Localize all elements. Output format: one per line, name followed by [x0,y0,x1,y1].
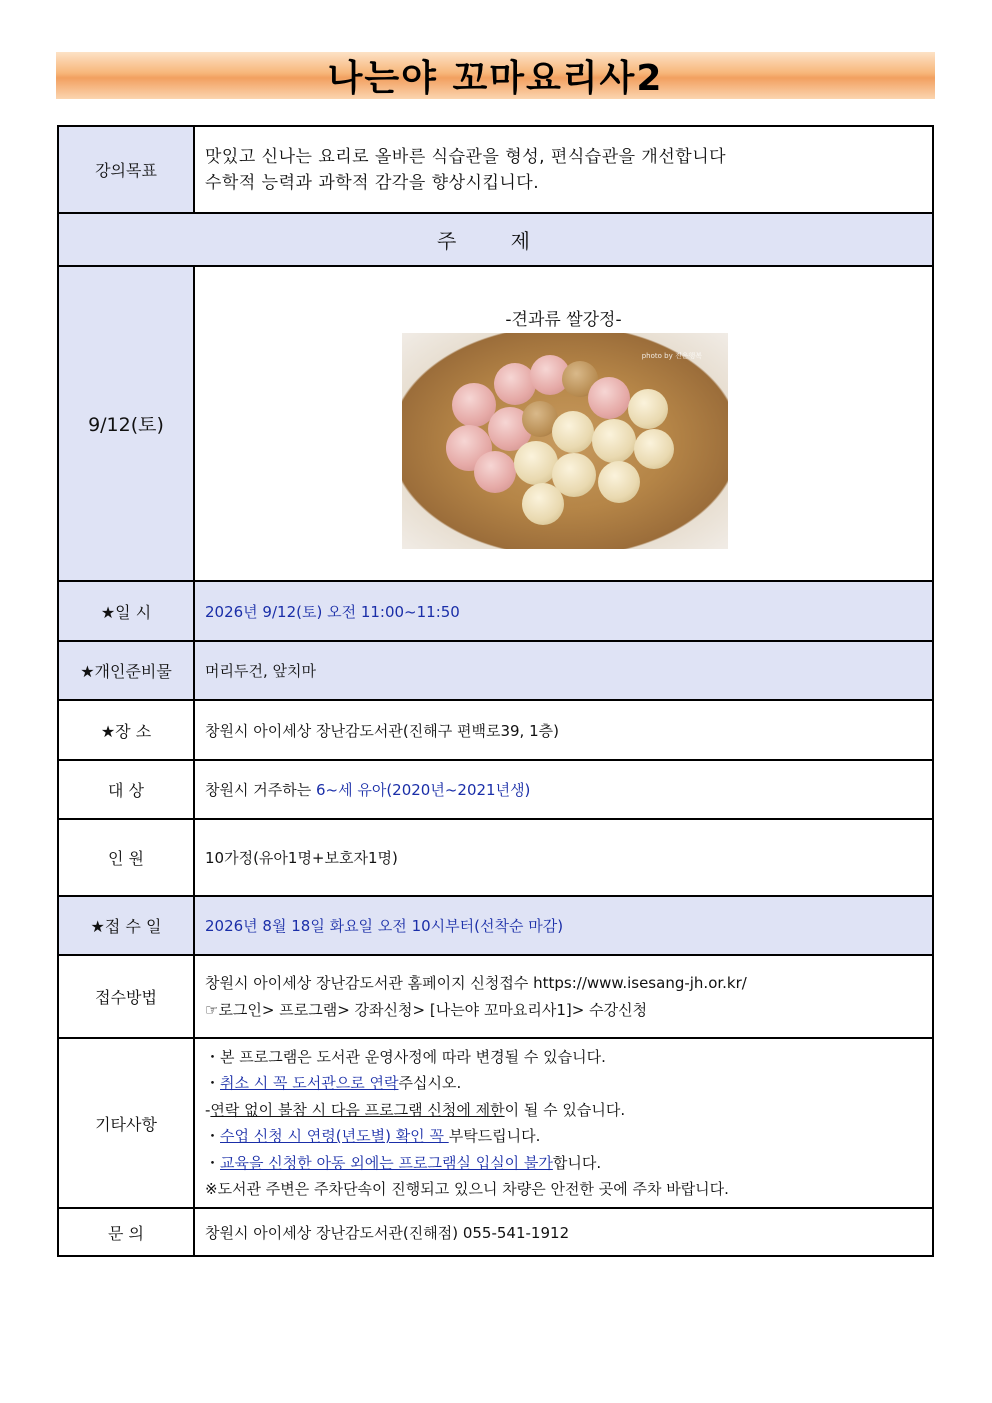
method-line-1: 창원시 아이세상 장난감도서관 홈페이지 신청접수 https://www.isesang-jh.or.kr/ [205,973,747,992]
etc-row [58,1038,933,1208]
goal-value [194,126,933,213]
etc-line-4: ・수업 신청 시 연령(년도별) 확인 꼭 부탁드립니다. [205,1127,541,1145]
etc-restriction-notice: 연락 없이 불참 시 다음 프로그램 신청에 제한 [210,1100,505,1119]
etc-cancel-notice: 취소 시 꼭 도서관으로 연락 [220,1074,399,1092]
method-line-2: ☞로그인> 프로그램> 강좌신청> [나는야 꼬마요리사1]> 수강신청 [205,1000,648,1019]
method-row [58,955,933,1038]
etc-line-3: -연락 없이 불참 시 다음 프로그램 신청에 제한이 될 수 있습니다. [205,1100,626,1119]
prep-row [58,641,933,700]
target-row [58,760,933,819]
etc-line-5: ・교육을 신청한 아동 외에는 프로그램실 입실이 불가합니다. [205,1153,602,1172]
etc-line-2: ・취소 시 꼭 도서관으로 연락주십시오. [205,1074,462,1092]
place-row [58,700,933,760]
place-label: ★장 소 [58,700,194,760]
photo-credit: photo by 진은행복 [641,352,702,360]
prep-label: ★개인준비물 [58,641,194,700]
program-info-table [57,125,934,1257]
target-label: 대 상 [58,760,194,819]
contact-value: 창원시 아이세상 장난감도서관(진해점) 055-541-1912 [194,1208,933,1256]
goal-line-1: 맛있고 신나는 요리로 올바른 식습관을 형성, 편식습관을 개선합니다 [205,146,727,167]
etc-line-1: ・본 프로그램은 도서관 운영사정에 따라 변경될 수 있습니다. [205,1047,606,1066]
method-label: 접수방법 [58,955,194,1038]
prep-value: 머리두건, 앞치마 [194,641,933,700]
title-banner [56,52,935,99]
topic-row [58,266,933,581]
people-value: 10가정(유아1명+보호자1명) [194,819,933,896]
page-title: 나는야 꼬마요리사2 [327,58,664,99]
theme-header-row [58,213,933,266]
etc-value [194,1038,933,1208]
receipt-date-row [58,896,933,955]
receipt-date-label: ★접 수 일 [58,896,194,955]
goal-row [58,126,933,213]
rice-cake-photo [402,333,728,549]
people-label: 인 원 [58,819,194,896]
target-age: 6~세 유아(2020년~2021년생) [315,781,531,799]
goal-line-2: 수학적 능력과 과학적 감각을 향상시킵니다. [205,172,540,193]
receipt-date-value: 2026년 8월 18일 화요일 오전 10시부터(선착순 마감) [194,896,933,955]
contact-label: 문 의 [58,1208,194,1256]
datetime-row [58,581,933,641]
etc-age-notice: 수업 신청 시 연령(년도별) 확인 꼭 [220,1127,449,1145]
people-row [58,819,933,896]
topic-cell [194,266,933,581]
etc-label: 기타사항 [58,1038,194,1208]
topic-date: 9/12(토) [58,266,194,581]
datetime-value: 2026년 9/12(토) 오전 11:00~11:50 [194,581,933,641]
place-value: 창원시 아이세상 장난감도서관(진해구 편백로39, 1층) [194,700,933,760]
contact-row [58,1208,933,1256]
topic-title: -견과류 쌀강정- [505,310,622,330]
datetime-label: ★일 시 [58,581,194,641]
target-prefix: 창원시 거주하는 [205,781,316,799]
etc-parking-notice: ※도서관 주변은 주차단속이 진행되고 있으니 차량은 안전한 곳에 주차 바랍니다. [205,1180,729,1198]
etc-entry-notice: 교육을 신청한 아동 외에는 프로그램실 입실이 불가 [220,1153,553,1172]
method-value [194,955,933,1038]
theme-header: 주 제 [58,213,933,266]
goal-label: 강의목표 [58,126,194,213]
target-value [194,760,933,819]
